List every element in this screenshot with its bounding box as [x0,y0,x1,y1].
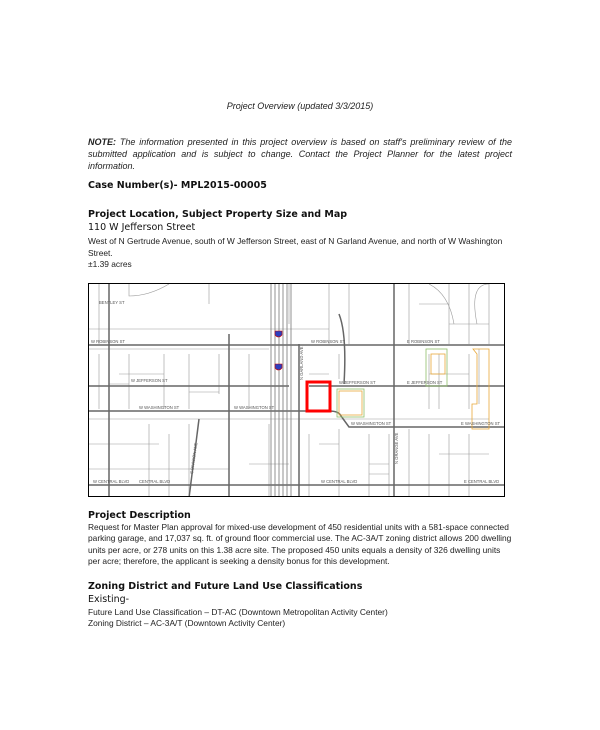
street-label: E CENTRAL BLVD [464,478,500,484]
street-label: W ROBINSON ST [91,338,125,344]
location-description: West of N Gertrude Avenue, south of W Jefferson Street, east of N Garland Avenue, and north of W Washington Street. [88,236,503,258]
description-heading: Project Description [88,509,191,521]
note-text: The information presented in this project overview is based on staff's preliminary review of the submitted application and is subject to change. Contact the Project Planner for the latest project information. [88,137,512,171]
location-map [88,283,505,497]
street-label: W WASHINGTON ST [351,420,392,426]
street-label: W JEFFERSON ST [131,377,168,383]
acreage: ±1.39 acres [88,259,132,269]
zoning-district: Zoning District – AC-3A/T (Downtown Activity Center) [88,618,286,628]
document-body [88,100,512,630]
street-label: BENTLEY ST [99,299,125,305]
street-label: W WASHINGTON ST [234,404,275,410]
street-label: E WASHINGTON ST [461,420,501,426]
street-label: W ROBINSON ST [311,338,345,344]
parcel-lines [89,284,489,497]
street-label: S DIVISION AVE [189,441,199,474]
interstate-lanes [271,284,291,497]
document-title: Project Overview (updated 3/3/2015) [226,101,374,111]
future-land-use: Future Land Use Classification – DT-AC (Downtown Metropolitan Activity Center) [88,606,388,617]
location-heading: Project Location, Subject Property Size and Map [88,209,348,220]
highlighted-parcels [337,349,489,429]
street-label: W WASHINGTON ST [139,404,180,410]
street-label: E JEFFERSON ST [407,379,443,385]
note-label: NOTE: [88,137,116,147]
street-label: CENTRAL BLVD [139,478,171,484]
street-label: W CENTRAL BLVD [321,478,358,484]
street-label: W CENTRAL BLVD [93,478,130,484]
description-text: Request for Master Plan approval for mixed-use development of 450 residential units with a 581-space connected parking garage, and 17,037 sq. ft. of ground floor commercial use. The AC-3A/T zoning district allows 200 dwelling units per acre, or 278 units on this 1.38 acre site. The proposed 450 units equals a density of 326 dwelling units per acre; therefore, the applicant is seeking a density bonus for this development. [88,521,512,566]
zoning-heading: Zoning District and Future Land Use Classifications [88,580,363,592]
major-roads [89,284,505,497]
street-label: W JEFFERSON ST [339,379,376,385]
street-label: N ORANGE AVE [394,432,399,464]
street-label: N GARLAND AVE [299,346,304,380]
existing-label: Existing- [88,593,130,605]
case-number: Case Number(s)- MPL2015-00005 [88,180,267,191]
map-svg [89,284,505,497]
note-paragraph [88,136,512,172]
property-address: 110 W Jefferson Street [88,222,196,233]
interstate-shield-icon [275,331,282,370]
street-label: E ROBINSON ST [407,338,440,344]
